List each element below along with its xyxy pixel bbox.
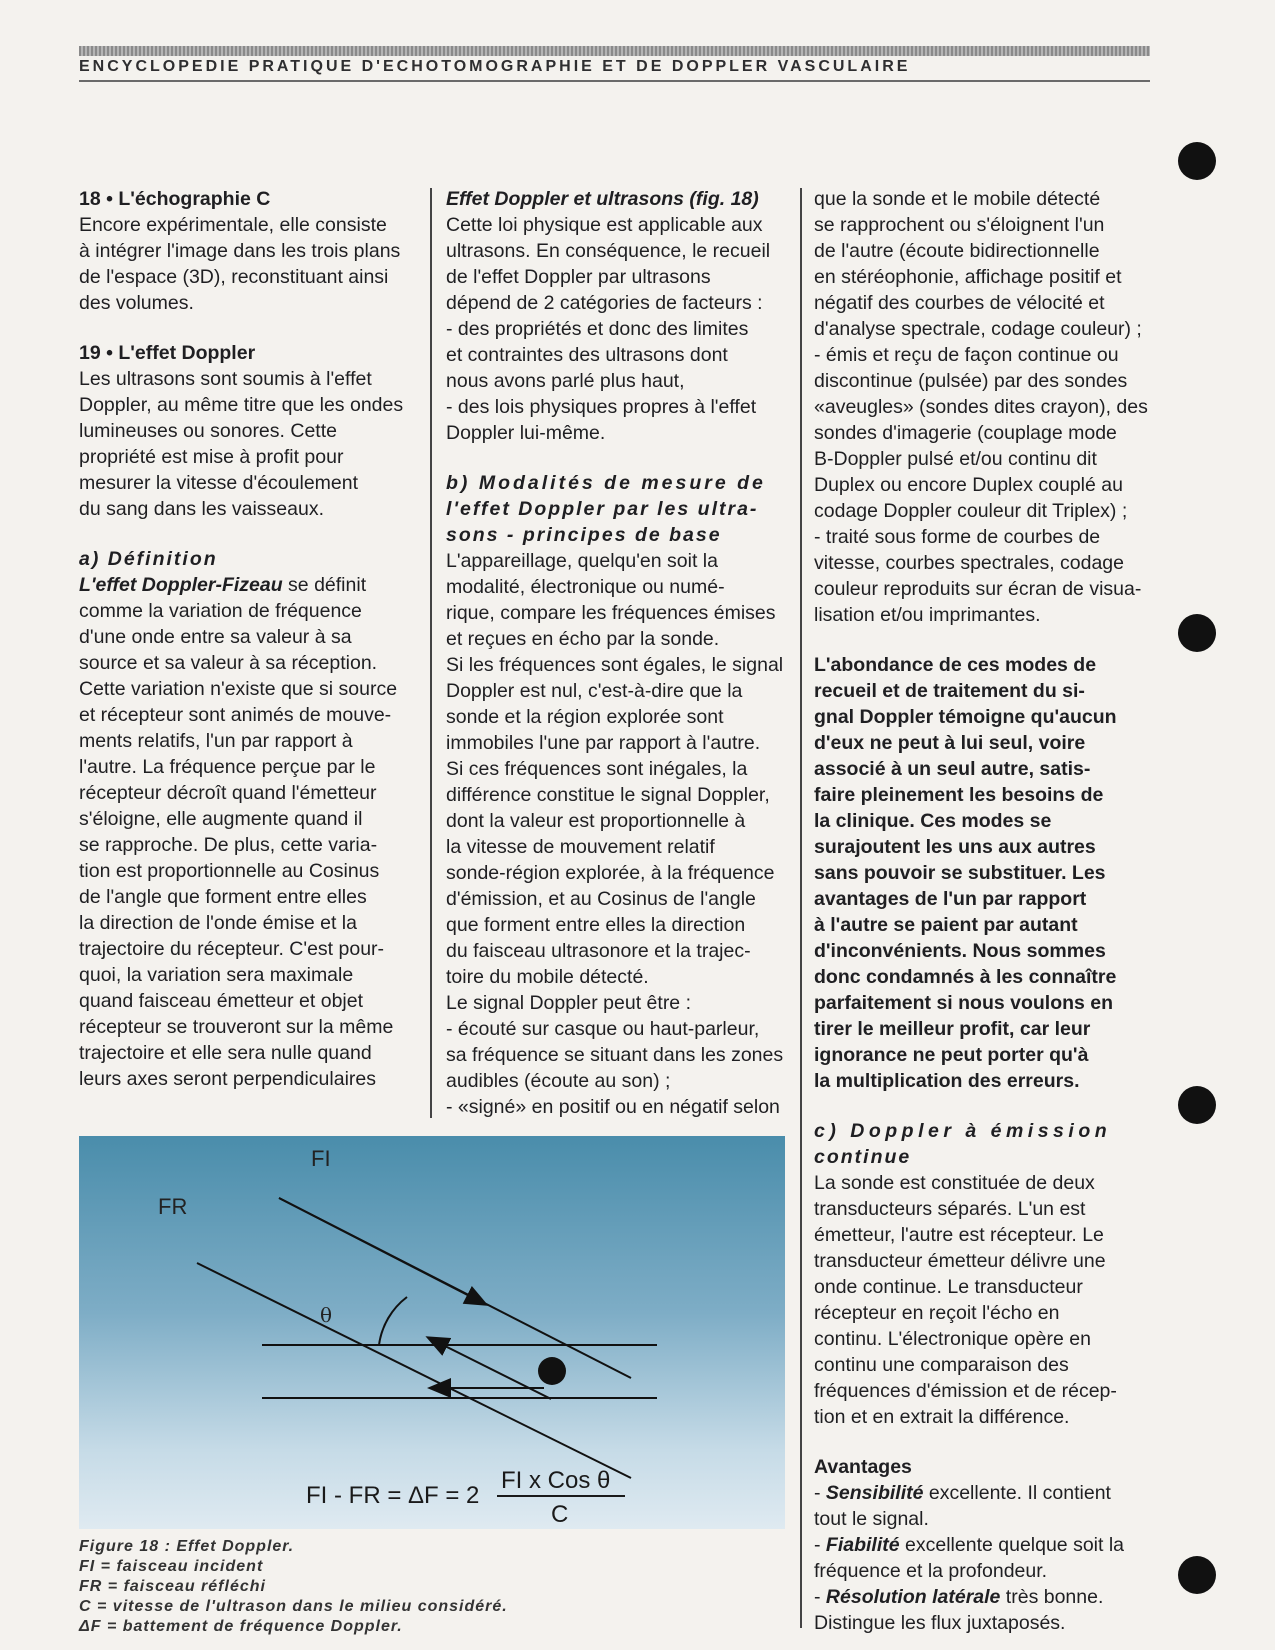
- line: Les ultrasons sont soumis à l'effet: [79, 368, 372, 390]
- subsection-b-heading: sons - principes de base: [446, 524, 722, 546]
- subsection-b-heading: l'effet Doppler par les ultra-: [446, 498, 759, 520]
- line: récepteur en reçoit l'écho en: [814, 1302, 1060, 1324]
- column-2: [446, 186, 786, 1120]
- line: mesurer la vitesse d'écoulement: [79, 472, 359, 494]
- label-theta: θ: [320, 1303, 333, 1327]
- line: du faisceau ultrasonore et la trajec-: [446, 940, 751, 962]
- line: ments relatifs, l'un par rapport à: [79, 730, 353, 752]
- line: - Résolution latérale très bonne.: [814, 1586, 1104, 1608]
- line: de l'effet Doppler par ultrasons: [446, 266, 711, 288]
- line: Le signal Doppler peut être :: [446, 992, 691, 1014]
- line: Cette loi physique est applicable aux: [446, 214, 763, 236]
- header-underline: [79, 80, 1150, 82]
- line: L'appareillage, quelqu'en soit la: [446, 550, 718, 572]
- line: du sang dans les vaisseaux.: [79, 498, 324, 520]
- line: et récepteur sont animés de mouve-: [79, 704, 392, 726]
- line: toire du mobile détecté.: [446, 966, 649, 988]
- line: B-Doppler pulsé et/ou continu dit: [814, 448, 1097, 470]
- line: couleur reproduits sur écran de visua-: [814, 578, 1142, 600]
- line: - des lois physiques propres à l'effet: [446, 396, 757, 418]
- doppler-diagram-svg: [79, 1136, 785, 1529]
- line: continu. L'électronique opère en: [814, 1328, 1091, 1350]
- line: quand faisceau émetteur et objet: [79, 990, 364, 1012]
- line: Encore expérimentale, elle consiste: [79, 214, 387, 236]
- line: sondes d'imagerie (couplage mode: [814, 422, 1117, 444]
- line: Si les fréquences sont égales, le signal: [446, 654, 784, 676]
- line: - Fiabilité excellente quelque soit la: [814, 1534, 1125, 1556]
- line: que la sonde et le mobile détecté: [814, 188, 1101, 210]
- line: - Sensibilité excellente. Il contient: [814, 1482, 1111, 1504]
- binder-hole-3: [1178, 1086, 1216, 1124]
- line: lisation et/ou imprimantes.: [814, 604, 1041, 626]
- line: Distingue les flux juxtaposés.: [814, 1612, 1066, 1634]
- line: se rapproche. De plus, cette varia-: [79, 834, 378, 856]
- line: Cette variation n'existe que si source: [79, 678, 398, 700]
- section-19-heading: 19 • L'effet Doppler: [79, 342, 256, 364]
- doppler-ultrasound-heading: Effet Doppler et ultrasons (fig. 18): [446, 188, 759, 210]
- line: L'effet Doppler-Fizeau se définit: [79, 574, 367, 596]
- formula-numerator: FI x Cos θ: [501, 1467, 611, 1494]
- line: source et sa valeur à sa réception.: [79, 652, 378, 674]
- line: - écouté sur casque ou haut-parleur,: [446, 1018, 760, 1040]
- line: négatif des courbes de vélocité et: [814, 292, 1105, 314]
- column-3: [814, 186, 1156, 1636]
- line: Doppler lui-même.: [446, 422, 606, 444]
- line: comme la variation de fréquence: [79, 600, 362, 622]
- line: s'éloigne, elle augmente quand il: [79, 808, 363, 830]
- subsection-a-heading: a) Définition: [79, 548, 218, 570]
- line: lumineuses ou sonores. Cette: [79, 420, 337, 442]
- line: de l'espace (3D), reconstituant ainsi: [79, 266, 389, 288]
- label-fi: FI: [311, 1146, 331, 1171]
- fi-arrow: [279, 1198, 485, 1304]
- line: fréquence et la profondeur.: [814, 1560, 1048, 1582]
- line: «aveugles» (sondes dites crayon), des: [814, 396, 1148, 418]
- angle-arc: [379, 1297, 407, 1345]
- formula-denominator: C: [551, 1501, 569, 1528]
- line: la direction de l'onde émise et la: [79, 912, 357, 934]
- line: différence constitue le signal Doppler,: [446, 784, 770, 806]
- definition-term: L'effet Doppler-Fizeau: [79, 574, 283, 596]
- line: de l'autre (écoute bidirectionnelle: [814, 240, 1100, 262]
- line: propriété est mise à profit pour: [79, 446, 344, 468]
- line: onde continue. Le transducteur: [814, 1276, 1083, 1298]
- line: se rapprochent ou s'éloignent l'un: [814, 214, 1105, 236]
- line: discontinue (pulsée) par des sondes: [814, 370, 1128, 392]
- line: Duplex ou encore Duplex couplé au: [814, 474, 1123, 496]
- line: - «signé» en positif ou en négatif selon: [446, 1096, 780, 1118]
- binder-hole-1: [1178, 142, 1216, 180]
- line: trajectoire du récepteur. C'est pour-: [79, 938, 385, 960]
- line: fréquences d'émission et de récep-: [814, 1380, 1117, 1402]
- binder-hole-4: [1178, 1556, 1216, 1594]
- line: - émis et reçu de façon continue ou: [814, 344, 1119, 366]
- line: tion et en extrait la différence.: [814, 1406, 1070, 1428]
- line: que forment entre elles la direction: [446, 914, 746, 936]
- line: audibles (écoute au son) ;: [446, 1070, 671, 1092]
- fr-arrow: [429, 1338, 551, 1399]
- subsection-c-heading: c) Doppler à émission: [814, 1120, 1112, 1142]
- line: immobiles l'une par rapport à l'autre.: [446, 732, 761, 754]
- line: Doppler, au même titre que les ondes: [79, 394, 404, 416]
- line: sonde et la région explorée sont: [446, 706, 724, 728]
- line: continu une comparaison des: [814, 1354, 1069, 1376]
- line: de l'angle que forment entre elles: [79, 886, 367, 908]
- line: sonde-région explorée, à la fréquence: [446, 862, 775, 884]
- line: et contraintes des ultrasons dont: [446, 344, 728, 366]
- line: des volumes.: [79, 292, 194, 314]
- figure-18-caption: Figure 18 : Effet Doppler. FI = faisceau incident FR = faisceau réfléchi C = vitesse de l'ultrason dans le milieu considéré. ΔF = battement de fréquence Doppler.: [79, 1538, 508, 1635]
- line: vitesse, courbes spectrales, codage: [814, 552, 1125, 574]
- line: nous avons parlé plus haut,: [446, 370, 685, 392]
- line: La sonde est constituée de deux: [814, 1172, 1095, 1194]
- line: trajectoire et elle sera nulle quand: [79, 1042, 372, 1064]
- column-divider-1: [430, 188, 432, 1118]
- line: et reçues en écho par la sonde.: [446, 628, 720, 650]
- line: l'autre. La fréquence perçue par le: [79, 756, 376, 778]
- line: dépend de 2 catégories de facteurs :: [446, 292, 763, 314]
- figure-18-doppler-diagram: [79, 1136, 785, 1529]
- line: à intégrer l'image dans les trois plans: [79, 240, 401, 262]
- moving-target-dot: [538, 1357, 566, 1385]
- line: d'une onde entre sa valeur à sa: [79, 626, 352, 648]
- subsection-b-heading: b) Modalités de mesure de: [446, 472, 766, 494]
- line: tion est proportionnelle au Cosinus: [79, 860, 380, 882]
- line: sa fréquence se situant dans les zones: [446, 1044, 784, 1066]
- line: ultrasons. En conséquence, le recueil: [446, 240, 771, 262]
- section-18-heading: 18 • L'échographie C: [79, 188, 271, 210]
- line: transducteurs séparés. L'un est: [814, 1198, 1086, 1220]
- line: quoi, la variation sera maximale: [79, 964, 354, 986]
- emphasis-paragraph: L'abondance de ces modes de recueil et de traitement du si- gnal Doppler témoigne qu'aucun d'eux ne peut à lui seul, voire associé à un seul autre, satis- faire pleinement les besoins de la clinique. Ces modes se surajoutent les uns aux autres sans pouvoir se substituer. Les avantages de l'un par rapport à l'autre se paient par autant d'inconvénients. Nous sommes donc condamnés à les connaître parfaitement si nous voulons en tirer le meilleur profit, car leur ignorance ne peut porter qu'à la multiplication des erreurs.: [814, 654, 1117, 1092]
- column-divider-2: [800, 188, 802, 1628]
- formula-left: FI - FR = ΔF = 2: [306, 1482, 480, 1509]
- label-fr: FR: [158, 1194, 188, 1219]
- running-header: ENCYCLOPEDIE PRATIQUE D'ECHOTOMOGRAPHIE ET DE DOPPLER VASCULAIRE: [79, 58, 911, 75]
- line: codage Doppler couleur dit Triplex) ;: [814, 500, 1128, 522]
- line: d'analyse spectrale, codage couleur) ;: [814, 318, 1142, 340]
- line: Doppler est nul, c'est-à-dire que la: [446, 680, 743, 702]
- header-rule-texture: [79, 46, 1150, 56]
- line: - traité sous forme de courbes de: [814, 526, 1101, 548]
- line: Si ces fréquences sont inégales, la: [446, 758, 748, 780]
- line: transducteur émetteur délivre une: [814, 1250, 1106, 1272]
- line: leurs axes seront perpendiculaires: [79, 1068, 376, 1090]
- line: la vitesse de mouvement relatif: [446, 836, 715, 858]
- line: émetteur, l'autre est récepteur. Le: [814, 1224, 1104, 1246]
- subsection-c-heading: continue: [814, 1146, 912, 1168]
- line: récepteur décroît quand l'émetteur: [79, 782, 377, 804]
- line: dont la valeur est proportionnelle à: [446, 810, 746, 832]
- line: récepteur se trouveront sur la même: [79, 1016, 394, 1038]
- column-1: [79, 186, 417, 1092]
- line: modalité, électronique ou numé-: [446, 576, 725, 598]
- binder-hole-2: [1178, 614, 1216, 652]
- line: rique, compare les fréquences émises: [446, 602, 776, 624]
- line: en stéréophonie, affichage positif et: [814, 266, 1122, 288]
- line: d'émission, et au Cosinus de l'angle: [446, 888, 756, 910]
- line: tout le signal.: [814, 1508, 929, 1530]
- advantages-heading: Avantages: [814, 1456, 912, 1478]
- line: - des propriétés et donc des limites: [446, 318, 749, 340]
